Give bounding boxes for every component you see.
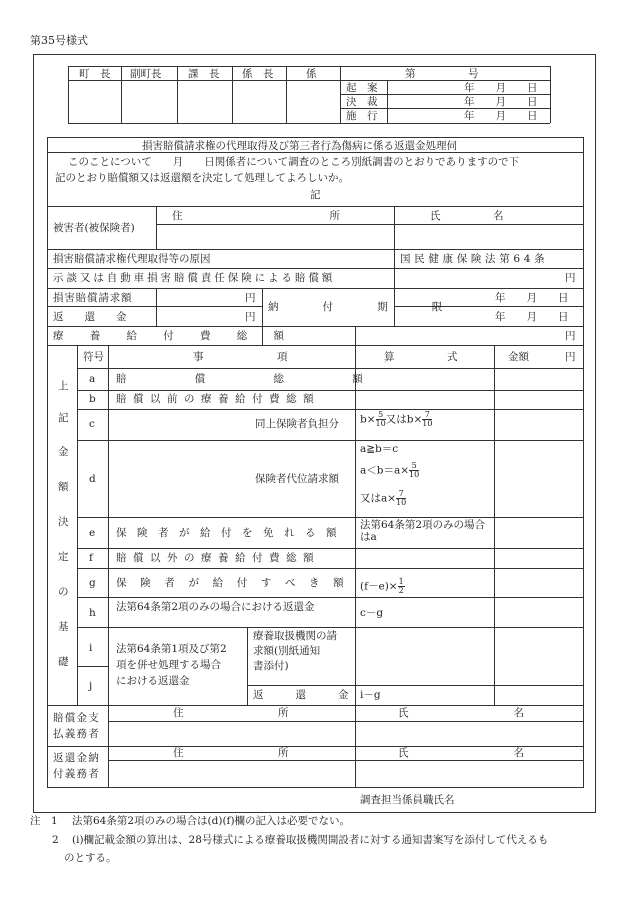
row-g-formula: (f－e)× $\frac{1}{2}$: [360, 577, 404, 595]
row-d-code: d: [89, 473, 96, 485]
basis-header-code: 符号: [83, 351, 104, 363]
basis-side-5: 決: [58, 516, 69, 528]
note-2-text: (i)欄記載金額の算出は、28号様式による療養取扱機関開設者に対する通知書案写を添付して代えるも: [72, 834, 549, 846]
payer-name: 氏 名: [398, 707, 524, 719]
note-1-no: 注 1: [30, 815, 58, 827]
row-d-formula-3: 又はa× $\frac{7}{10}$: [360, 489, 407, 507]
cause-label: 損害賠償請求権代理取得等の原因: [53, 253, 211, 265]
medical-total-label: 療 養 給 付 費 総 額: [53, 330, 292, 342]
row-g-item: 保険者が給付すべき額: [116, 577, 358, 589]
approval-draft-date: 年 月 日: [464, 82, 538, 94]
row-h-item: 法第64条第2項のみの場合における返還金: [116, 601, 315, 613]
row-d-formula-2: a＜b＝a× $\frac{5}{10}$: [360, 461, 420, 479]
basis-side-7: の: [58, 586, 69, 598]
row-g-code: g: [89, 577, 96, 589]
row-h-code: h: [89, 607, 96, 619]
basis-header-amount: 金額: [508, 351, 529, 363]
basis-side-8: 基: [58, 621, 69, 633]
row-f-item: 賠償以外の療養給付費総額: [116, 552, 321, 564]
deadline-label: 納 付 期 限: [268, 301, 460, 313]
approval-col-mayor: 町 長: [79, 68, 111, 80]
victim-address: 住 所: [172, 210, 340, 222]
row-f-code: f: [89, 552, 93, 564]
refunder-address: 住 所: [173, 747, 289, 759]
row-e-item: 保険者が給付を免れる額: [116, 527, 347, 539]
row-i-item-1: 法第64条第1項及び第2: [116, 643, 227, 655]
victim-name: 氏 名: [430, 210, 504, 222]
row-a-item: 賠 償 総 額: [116, 373, 379, 385]
row-c-item: 同上保険者負担分: [255, 418, 339, 430]
claim-unit: 円: [245, 292, 256, 304]
basis-side-4: 額: [58, 481, 69, 493]
row-i-item-3: における返還金: [116, 675, 190, 687]
basis-side-2: 記: [58, 412, 69, 424]
approval-decision-label: 決 裁: [346, 96, 378, 108]
settlement-label: 示談又は自動車損害賠償責任保険による賠償額: [53, 272, 336, 284]
approval-enforce-label: 施 行: [346, 110, 378, 122]
payer-address: 住 所: [173, 707, 289, 719]
basis-side-9: 礎: [58, 656, 69, 668]
victim-label: 被害者(被保険者): [53, 222, 135, 234]
row-i-sub-1: 療養取扱機関の請: [253, 630, 337, 642]
row-c-code: c: [89, 418, 95, 430]
deadline-date-1: 年 月 日: [495, 292, 569, 304]
row-d-item: 保険者代位請求額: [255, 473, 339, 485]
approval-decision-date: 年 月 日: [464, 96, 538, 108]
row-b-item: 賠償以前の療養給付費総額: [116, 393, 321, 405]
row-i-sub-3: 書添付): [253, 660, 289, 672]
row-j-sub: 返 還 金: [253, 689, 353, 701]
refunder-name: 氏 名: [398, 747, 524, 759]
row-e-formula: 法第64条第2項のみの場合はa: [360, 519, 486, 544]
row-d-formula-1: a≧b＝c: [360, 443, 399, 455]
basis-header-item: 事 項: [193, 351, 288, 363]
row-j-formula: i－g: [360, 689, 381, 701]
settlement-unit: 円: [565, 272, 576, 284]
note-2-no: 2: [52, 834, 59, 846]
approval-enforce-date: 年 月 日: [464, 110, 538, 122]
basis-side-1: 上: [58, 380, 69, 392]
approval-col-deputy: 副町長: [130, 68, 162, 80]
refunder-label-2: 付義務者: [53, 768, 101, 780]
refund-unit: 円: [245, 311, 256, 323]
basis-side-3: 金: [58, 446, 69, 458]
form-title: 損害賠償請求権の代理取得及び第三者行為傷病に係る返還金処理伺: [142, 140, 457, 152]
row-b-code: b: [89, 393, 96, 405]
intro-line-2: 記のとおり賠償額又は返還額を決定して処理してよろしいか。: [55, 172, 349, 184]
approval-col-staff: 係: [306, 68, 317, 80]
claim-label: 損害賠償請求額: [53, 292, 133, 304]
row-e-code: e: [89, 527, 96, 539]
deadline-date-2: 年 月 日: [495, 311, 569, 323]
basis-header-formula: 算 式: [384, 351, 458, 363]
ki-label: 記: [310, 189, 321, 201]
row-i-item-2: 項を併せ処理する場合: [116, 659, 221, 671]
approval-col-subchief: 係 長: [242, 68, 274, 80]
row-h-formula: c－g: [360, 607, 384, 619]
cause-value: 国民健康保険法第64条: [400, 253, 549, 265]
payer-label-1: 賠償金支: [53, 712, 101, 724]
row-c-formula: b× $\frac{5}{10}$ 又はb× $\frac{7}{10}$: [360, 410, 433, 428]
medical-total-unit: 円: [565, 330, 576, 342]
investigator-label: 調査担当係員職氏名: [360, 794, 455, 806]
row-a-code: a: [89, 373, 96, 385]
approval-number: 第 号: [405, 68, 479, 80]
form-number: 第35号様式: [30, 34, 88, 47]
row-i-code: i: [89, 642, 93, 654]
basis-header-unit: 円: [565, 351, 576, 363]
approval-draft-label: 起 案: [346, 82, 378, 94]
intro-line-1: このことについて 月 日関係者について調査のところ別紙調書のとおりでありますので下: [68, 156, 520, 168]
basis-side-6: 定: [58, 551, 69, 563]
approval-col-chief: 課 長: [188, 68, 220, 80]
refunder-label-1: 返還金納: [53, 752, 101, 764]
note-2-cont: のとする。: [64, 852, 117, 864]
payer-label-2: 払義務者: [53, 728, 101, 740]
note-1-text: 法第64条第2項のみの場合は(d)(f)欄の記入は必要でない。: [72, 815, 351, 827]
row-j-code: j: [89, 680, 93, 692]
row-i-sub-2: 求額(別紙通知: [253, 645, 321, 657]
refund-label: 返 還 金: [53, 311, 127, 323]
